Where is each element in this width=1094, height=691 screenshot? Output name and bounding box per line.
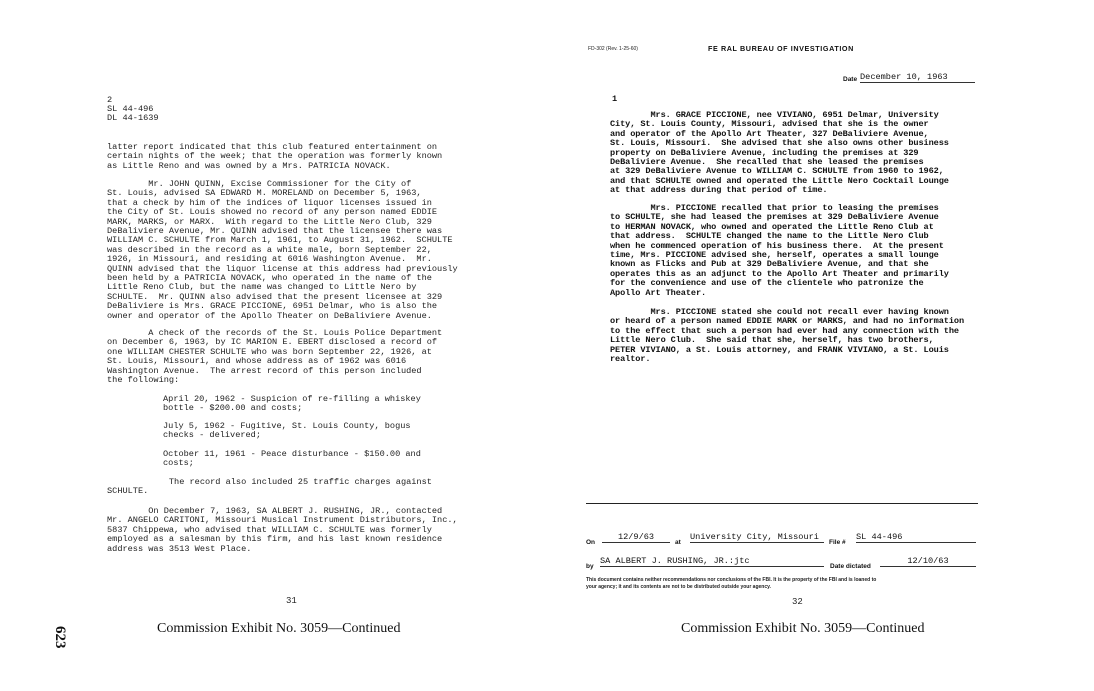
left-header-number: 2 <box>107 95 113 105</box>
date-dictated-value: 12/10/63 <box>880 556 976 567</box>
on-date-value: 12/9/63 <box>602 532 670 543</box>
at-label: at <box>675 539 681 546</box>
arrest-record-item: April 20, 1962 - Suspicion of re-filling a whiskey bottle - $200.00 and costs; <box>163 394 421 414</box>
agency-header: FE RAL BUREAU OF INVESTIGATION <box>708 44 854 53</box>
side-page-number: 623 <box>52 626 68 649</box>
right-page-number: 32 <box>792 597 803 607</box>
left-paragraph-5: On December 7, 1963, SA ALBERT J. RUSHING, JR., contacted Mr. ANGELO CARITONI, Missouri Musical Instrument Distributors, Inc., 5837 Chippewa, who advised that WILLIAM C. SCHULTE was formerly employed as a salesman by this firm, and his last known residence address was 3513 West Place. <box>107 506 458 554</box>
right-paragraph-2: Mrs. PICCIONE recalled that prior to leasing the premises to SCHULTE, she had leased the premises at 329 DeBaliviere Avenue to HERMAN NOVACK, who owned and operated the Little Reno Club at that address. SCHULTE changed the name to the Little Nero Club when he commenced operation of his business there. At the present time, Mrs. PICCIONE advised she, herself, operates a small lounge known as Flicks and Pub at 329 DeBaliviere Avenue, and that she operates this as an adjunct to the Apollo Art Theater and primarily for the convenience and use of the clientele who patronize the Apollo Art Theater. <box>610 203 949 298</box>
at-location-value: University City, Missouri <box>690 532 824 543</box>
form-id: FD-302 (Rev. 1-25-60) <box>588 46 638 52</box>
date-label: Date <box>843 76 858 83</box>
arrest-record-item: October 11, 1961 - Peace disturbance - $150.00 and costs; <box>163 449 421 469</box>
by-label: by <box>586 563 594 570</box>
left-paragraph-2: Mr. JOHN QUINN, Excise Commissioner for the City of St. Louis, advised SA EDWARD M. MORELAND on December 5, 1963, that a check by him of the indices of liquor licenses issued in the City of St. Louis showed no record of any person named EDDIE MARK, MARKS, or MARX. With regard to the Little Nero Club, 329 DeBaliviere Avenue, Mr. QUINN advised that the licensee there was WILLIAM C. SCHULTE from March 1, 1961, to August 31, 1962. SCHULTE was described in the record as a white male, born September 22, 1926, in Missouri, and residing at 6016 Washington Avenue. Mr. QUINN advised that the liquor license at this address had previously been held by a PATRICIA NOVACK, who operated in the name of the Little Reno Club, but the name was changed to Little Nero by SCHULTE. Mr. QUINN also advised that the present licensee at 329 DeBaliviere is Mrs. GRACE PICCIONE, 6951 Delmar, who is also the owner and operator of the Apollo Theater on DeBaliviere Avenue. <box>107 179 458 321</box>
left-file-number-dl: DL 44-1639 <box>107 113 159 123</box>
right-exhibit-caption: Commission Exhibit No. 3059—Continued <box>681 621 925 636</box>
right-header-number: 1 <box>612 94 618 104</box>
on-label: On <box>586 539 596 546</box>
arrest-record-item: July 5, 1962 - Fugitive, St. Louis County, bogus checks - delivered; <box>163 421 411 441</box>
file-label: File # <box>829 539 846 546</box>
left-file-number-sl: SL 44-496 <box>107 104 154 114</box>
by-agent-value: SA ALBERT J. RUSHING, JR.:jtc <box>600 556 824 567</box>
file-number-value: SL 44-496 <box>856 532 976 543</box>
footer-notice-line-2: your agency; it and its contents are not to be distributed outside your agency. <box>586 584 771 590</box>
form-divider <box>586 503 978 504</box>
right-paragraph-3: Mrs. PICCIONE stated she could not recall ever having known or heard of a person named EDDIE MARK or MARKS, and had no information to the effect that such a person had ever had any connection with the Little Nero Club. She said that she, herself, has two brothers, PETER VIVIANO, a St. Louis attorney, and FRANK VIVIANO, a St. Louis realtor. <box>610 307 964 365</box>
left-paragraph-4: The record also included 25 traffic charges against SCHULTE. <box>107 477 432 497</box>
left-exhibit-caption: Commission Exhibit No. 3059—Continued <box>157 621 401 636</box>
left-paragraph-3: A check of the records of the St. Louis Police Department on December 6, 1963, by IC MARION E. EBERT disclosed a record of one WILLIAM CHESTER SCHULTE who was born September 22, 1926, at St. Louis, Missouri, and whose address as of 1962 was 6016 Washington Avenue. The arrest record of this person included the following: <box>107 328 443 386</box>
footer-notice-line-1: This document contains neither recommendations nor conclusions of the FBI. It is the property of the FBI and is loaned to <box>586 577 877 583</box>
right-paragraph-1: Mrs. GRACE PICCIONE, nee VIVIANO, 6951 Delmar, University City, St. Louis County, Missouri, advised that she is the owner and operator of the Apollo Art Theater, 327 DeBaliviere Avenue, St. Louis, Missouri. She advised that she also owns other business property on DeBaliviere Avenue, including the premises at 329 DeBaliviere Avenue. She recalled that she leased the premises at 329 DeBaliviere Avenue to WILLIAM C. SCHULTE from 1960 to 1962, and that SCHULTE owned and operated the Little Nero Cocktail Lounge at that address during that period of time. <box>610 110 949 196</box>
left-page-number: 31 <box>286 596 297 606</box>
date-dictated-label: Date dictated <box>830 563 871 570</box>
left-paragraph-1: latter report indicated that this club featured entertainment on certain nights of the week; that the operation was formerly known as Little Reno and was owned by a Mrs. PATRICIA NOVACK. <box>107 142 443 171</box>
date-value: December 10, 1963 <box>860 72 975 83</box>
